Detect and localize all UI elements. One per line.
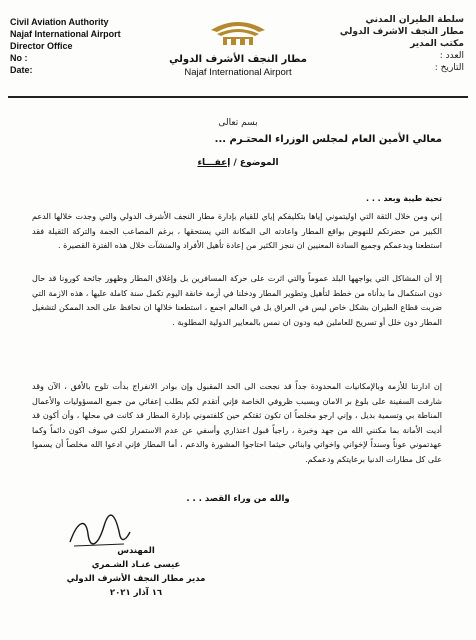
paragraph-2: إلا أن المشاكل التي يواجهها البلد عموماً والتي اثرت على حركة المسافرين بل وإغلاق المطار وظهور جائحة كورونا قد حال دون استكمال ما بدأناه من خطط لتأهيل وتطوير المطار ودخلنا في أزمة خانقة اليوم تكمل سنة كاملة عليها ، هذه الازمة التي ضربت قطاع الطيران بشكل خاص ليس في العراق بل في العالم اجمع ، استطعنا خلالها ان نحافظ على الحد الممكن لتشغيل المطار دون خلل أو تسريح للعاملين فيه ودون ان نمس بالمعايير الدولية المطلوبة . (32, 274, 442, 327)
date-label-ar: التاريخ : (434, 63, 464, 73)
number-label-en: No : (10, 53, 28, 63)
header-right-block (340, 14, 464, 74)
office-name-en: Director Office (10, 41, 73, 51)
greeting: تحية طيبة وبعد . . . (366, 194, 442, 203)
number-label-ar: العدد : (439, 51, 464, 61)
airport-name-ar: مطار النجف الاشرف الدولي (339, 27, 464, 37)
airport-name-en: Najaf International Airport (10, 29, 121, 39)
signer-name: عيسى عنـاد الشـمري (91, 560, 181, 570)
logo-arabic-name: مطار النجف الأشرف الدولي (169, 54, 307, 65)
logo-english-name: Najaf International Airport (184, 67, 292, 78)
subject-label: الموضوع / (233, 158, 279, 168)
addressee: معالي الأمين العام لمجلس الوزراء المحتـرم ... (214, 134, 442, 145)
authority-name-ar: سلطة الطيران المدني (365, 15, 464, 25)
closing-line: والله من وراء القصد . . . (186, 494, 290, 504)
date-label-en: Date: (10, 65, 33, 75)
airport-emblem-icon (203, 10, 273, 48)
signer-title: المهندس (117, 546, 155, 556)
header-divider (8, 96, 468, 98)
airport-logo (168, 10, 308, 82)
letter-date: ١٦ آذار ٢٠٢١ (109, 588, 163, 598)
signer-position: مدير مطار النجف الأشرف الدولي (66, 574, 206, 584)
paragraph-3: إن ادارتنا للأزمة وبالإمكانيات المحدودة جداً قد نجحت الى الحد المقبول وإن بوادر الانفراج بدأت تلوح بالأفق ، الآن وقد شارفت السفينة على بلوغ بر الامان وبسبب ظروفي الخاصة فإني أتقدم لكم بطلب إعفائي من جميع المسؤوليات والأعمال المناطة بي وتسمية بديل ، وإني ارجو مخلصاً ان تكون ثقتكم حين كلفتموني بإدارة المطار قد كانت في محلها ، وأن أكون قد أديت الأمانة بما مكنني الله من جهد وخبرة ، راجياً قبول اعتذاري وأسفي عن عدم الاستمرار لكني سوف اكون دائماً وكما عهدتموني عوناً وسنداً لإخواني واخواتي وابنائي حيثما احتاجوا المشورة والدعم ، أما المطار فإني ادعوا الله مخلصاً أن يسموا على كل مطارات الدنيا برعايتكم ودعمكم. (32, 382, 442, 464)
basmala: بسم تعالى (218, 118, 258, 128)
subject-line (0, 158, 476, 168)
office-name-ar: مكتب المدير (410, 39, 464, 49)
paragraph-1: إني ومن خلال الثقة التي اوليتموني إياها بتكليفكم إياي للقيام بإدارة مطار النجف الأشرف الدولي والتي وجدت خلالها الدعم الكبير من حضرتكم للنهوض بواقع المطار واعادته الى المكانة التي يستحقها ، برغم المصاعب الجمة والتركة الثقيلة فقد استطعنا وبدعمكم وجميع السادة المعنيين ان ننجز الكثير من إعادة تأهيل الأفراد والمنشآت خلال هذه الفترة القصيرة . (32, 212, 442, 250)
authority-name-en: Civil Aviation Authority (10, 17, 109, 27)
header-left-block (10, 16, 121, 76)
subject-value: إعفـــاء (197, 158, 231, 168)
signature-block (66, 544, 206, 600)
